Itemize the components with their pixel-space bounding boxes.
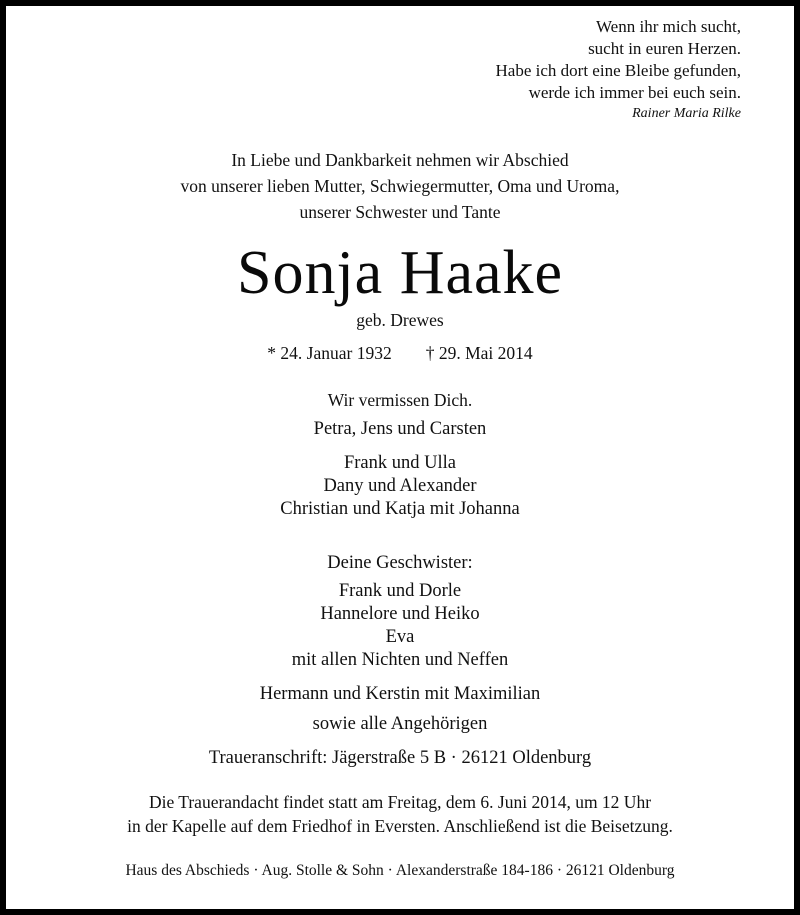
service-line: in der Kapelle auf dem Friedhof in Eversten. Anschließend ist die Beisetzung. bbox=[127, 816, 673, 836]
mourning-address: Traueranschrift: Jägerstraße 5 B · 26121 Oldenburg bbox=[208, 748, 592, 768]
sibling-line: Hannelore und Heiko bbox=[320, 604, 480, 624]
poem-author: Rainer Maria Rilke bbox=[632, 106, 741, 121]
deceased-name: Sonja Haake bbox=[236, 239, 564, 307]
children: Petra, Jens und Carsten bbox=[313, 419, 487, 439]
birth-date: * 24. Januar 1932 bbox=[267, 343, 392, 363]
grandchildren-line: Dany und Alexander bbox=[323, 476, 477, 496]
other-mourners: Hermann und Kerstin mit Maximilian bbox=[259, 684, 541, 704]
sibling-line: Frank und Dorle bbox=[338, 581, 462, 601]
obituary-notice bbox=[6, 6, 794, 909]
grandchildren-line: Christian und Katja mit Johanna bbox=[280, 499, 520, 519]
mourners-heading: Wir vermissen Dich. bbox=[327, 390, 473, 410]
grandchildren-line: Frank und Ulla bbox=[343, 453, 456, 473]
sibling-line: Eva bbox=[385, 627, 415, 647]
poem-line: Habe ich dort eine Bleibe gefunden, bbox=[495, 61, 741, 80]
siblings-heading: Deine Geschwister: bbox=[327, 553, 473, 573]
death-date: † 29. Mai 2014 bbox=[425, 343, 533, 363]
intro-line: unserer Schwester und Tante bbox=[299, 202, 501, 222]
poem-line: werde ich immer bei euch sein. bbox=[528, 83, 741, 102]
maiden-name: geb. Drewes bbox=[356, 310, 444, 330]
intro-line: In Liebe und Dankbarkeit nehmen wir Abschied bbox=[231, 150, 569, 170]
poem-line: Wenn ihr mich sucht, bbox=[596, 17, 741, 36]
relatives: sowie alle Angehörigen bbox=[312, 714, 488, 734]
life-dates bbox=[6, 345, 794, 363]
intro-line: von unserer lieben Mutter, Schwiegermutter, Oma und Uroma, bbox=[180, 176, 620, 196]
service-line: Die Trauerandacht findet statt am Freitag, dem 6. Juni 2014, um 12 Uhr bbox=[148, 792, 652, 812]
poem-line: sucht in euren Herzen. bbox=[588, 39, 741, 58]
sibling-line: mit allen Nichten und Neffen bbox=[291, 650, 509, 670]
funeral-home: Haus des Abschieds · Aug. Stolle & Sohn · Alexanderstraße 184-186 · 26121 Oldenburg bbox=[125, 862, 675, 879]
